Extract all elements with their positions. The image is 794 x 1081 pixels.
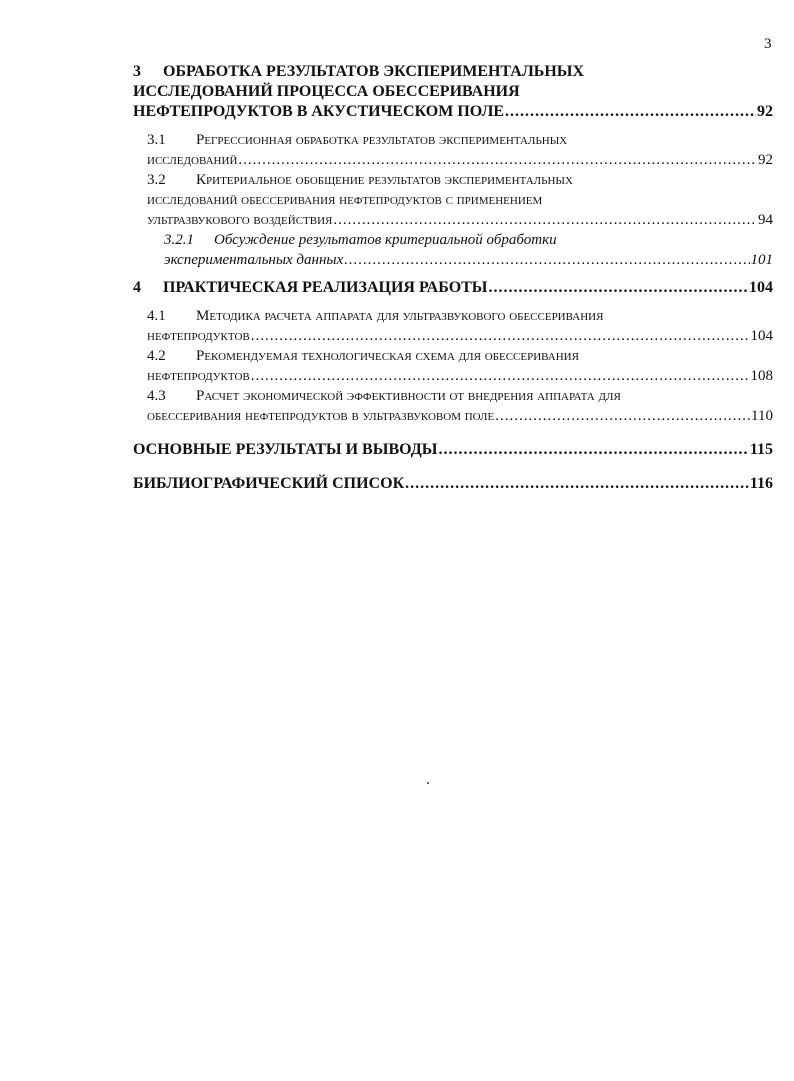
toc-entry-line: [147, 170, 573, 190]
toc-entry-title-cont: исследований обессеривания нефтепродуктов с применением: [147, 192, 543, 208]
dot-leader: [238, 150, 757, 170]
toc-page-number: 92: [757, 103, 773, 120]
toc-entry-title: Регрессионная обработка результатов экспериментальных: [196, 132, 568, 148]
toc-entry-number: 3.1: [147, 132, 166, 148]
toc-page-number: 94: [758, 212, 773, 228]
dot-leader: [495, 406, 750, 426]
toc-entry-number: 4.1: [147, 308, 166, 324]
toc-entry-results[interactable]: [133, 440, 773, 460]
toc-entry-title: Расчет экономической эффективности от внедрения аппарата для: [196, 388, 621, 404]
toc-entry-number: 4.3: [147, 388, 166, 404]
toc-entry-4-3[interactable]: [133, 386, 773, 426]
table-of-contents: [133, 62, 773, 494]
toc-page-number: 101: [750, 252, 773, 268]
toc-entry-chapter-3[interactable]: [133, 62, 773, 122]
dot-leader: [333, 210, 757, 230]
toc-entry-4-2[interactable]: [133, 346, 773, 386]
toc-entry-line: [133, 62, 584, 82]
dot-leader: [251, 366, 750, 386]
dot-leader: [505, 102, 756, 122]
toc-page-number: 92: [758, 152, 773, 168]
dot-leader: [405, 474, 749, 494]
toc-entry-title-cont: ультразвукового воздействия: [147, 212, 333, 228]
toc-entry-line: [147, 346, 579, 366]
page-number: 3: [764, 36, 772, 52]
toc-entry-title: Критериальное обобщение результатов экспериментальных: [196, 172, 573, 188]
toc-entry-number: 3: [133, 63, 141, 80]
toc-entry-line: [147, 386, 621, 406]
toc-entry-title-cont: экспериментальных данных: [164, 252, 344, 268]
toc-entry-number: 4.2: [147, 348, 166, 364]
toc-entry-4-1[interactable]: [133, 306, 773, 346]
toc-entry-title: ОСНОВНЫЕ РЕЗУЛЬТАТЫ И ВЫВОДЫ: [133, 441, 438, 458]
toc-entry-title: ПРАКТИЧЕСКАЯ РЕАЛИЗАЦИЯ РАБОТЫ: [163, 279, 488, 296]
scan-speck: [427, 782, 429, 784]
toc-entry-title-cont: НЕФТЕПРОДУКТОВ В АКУСТИЧЕСКОМ ПОЛЕ: [133, 103, 505, 120]
toc-entry-line: [147, 130, 567, 150]
toc-entry-number: 4: [133, 279, 141, 296]
toc-entry-title-cont: исследований: [147, 152, 238, 168]
toc-entry-3-2[interactable]: [133, 170, 773, 230]
toc-entry-title-cont: нефтепродуктов: [147, 328, 250, 344]
toc-entry-3-1[interactable]: [133, 130, 773, 170]
toc-entry-line: [133, 278, 488, 298]
dot-leader: [344, 250, 749, 270]
toc-entry-title: Методика расчета аппарата для ультразвукового обессеривания: [196, 308, 604, 324]
toc-entry-title-cont: нефтепродуктов: [147, 368, 250, 384]
toc-entry-title-cont: ИССЛЕДОВАНИЙ ПРОЦЕССА ОБЕССЕРИВАНИЯ: [133, 83, 520, 100]
toc-page-number: 108: [750, 368, 773, 384]
dot-leader: [251, 326, 750, 346]
toc-page-number: 104: [749, 279, 773, 296]
dot-leader: [489, 278, 748, 298]
toc-entry-title-cont: обессеривания нефтепродуктов в ультразвуковом поле: [147, 408, 495, 424]
toc-page-number: 115: [749, 441, 773, 458]
toc-page-number: 104: [750, 328, 773, 344]
toc-entry-title: Рекомендуемая технологическая схема для обессеривания: [196, 348, 579, 364]
toc-entry-3-2-1[interactable]: [133, 230, 773, 270]
toc-entry-title: ОБРАБОТКА РЕЗУЛЬТАТОВ ЭКСПЕРИМЕНТАЛЬНЫХ: [163, 63, 585, 80]
toc-page-number: 110: [751, 408, 773, 424]
toc-entry-number: 3.2: [147, 172, 166, 188]
toc-entry-title: БИБЛИОГРАФИЧЕСКИЙ СПИСОК: [133, 475, 405, 492]
toc-entry-line: [164, 230, 557, 250]
toc-entry-chapter-4[interactable]: [133, 278, 773, 298]
toc-entry-number: 3.2.1: [164, 232, 194, 248]
toc-entry-line: [147, 306, 603, 326]
toc-page-number: 116: [749, 475, 773, 492]
dot-leader: [438, 440, 748, 460]
toc-entry-title: Обсуждение результатов критериальной обработки: [214, 232, 557, 248]
toc-entry-bibliography[interactable]: [133, 474, 773, 494]
